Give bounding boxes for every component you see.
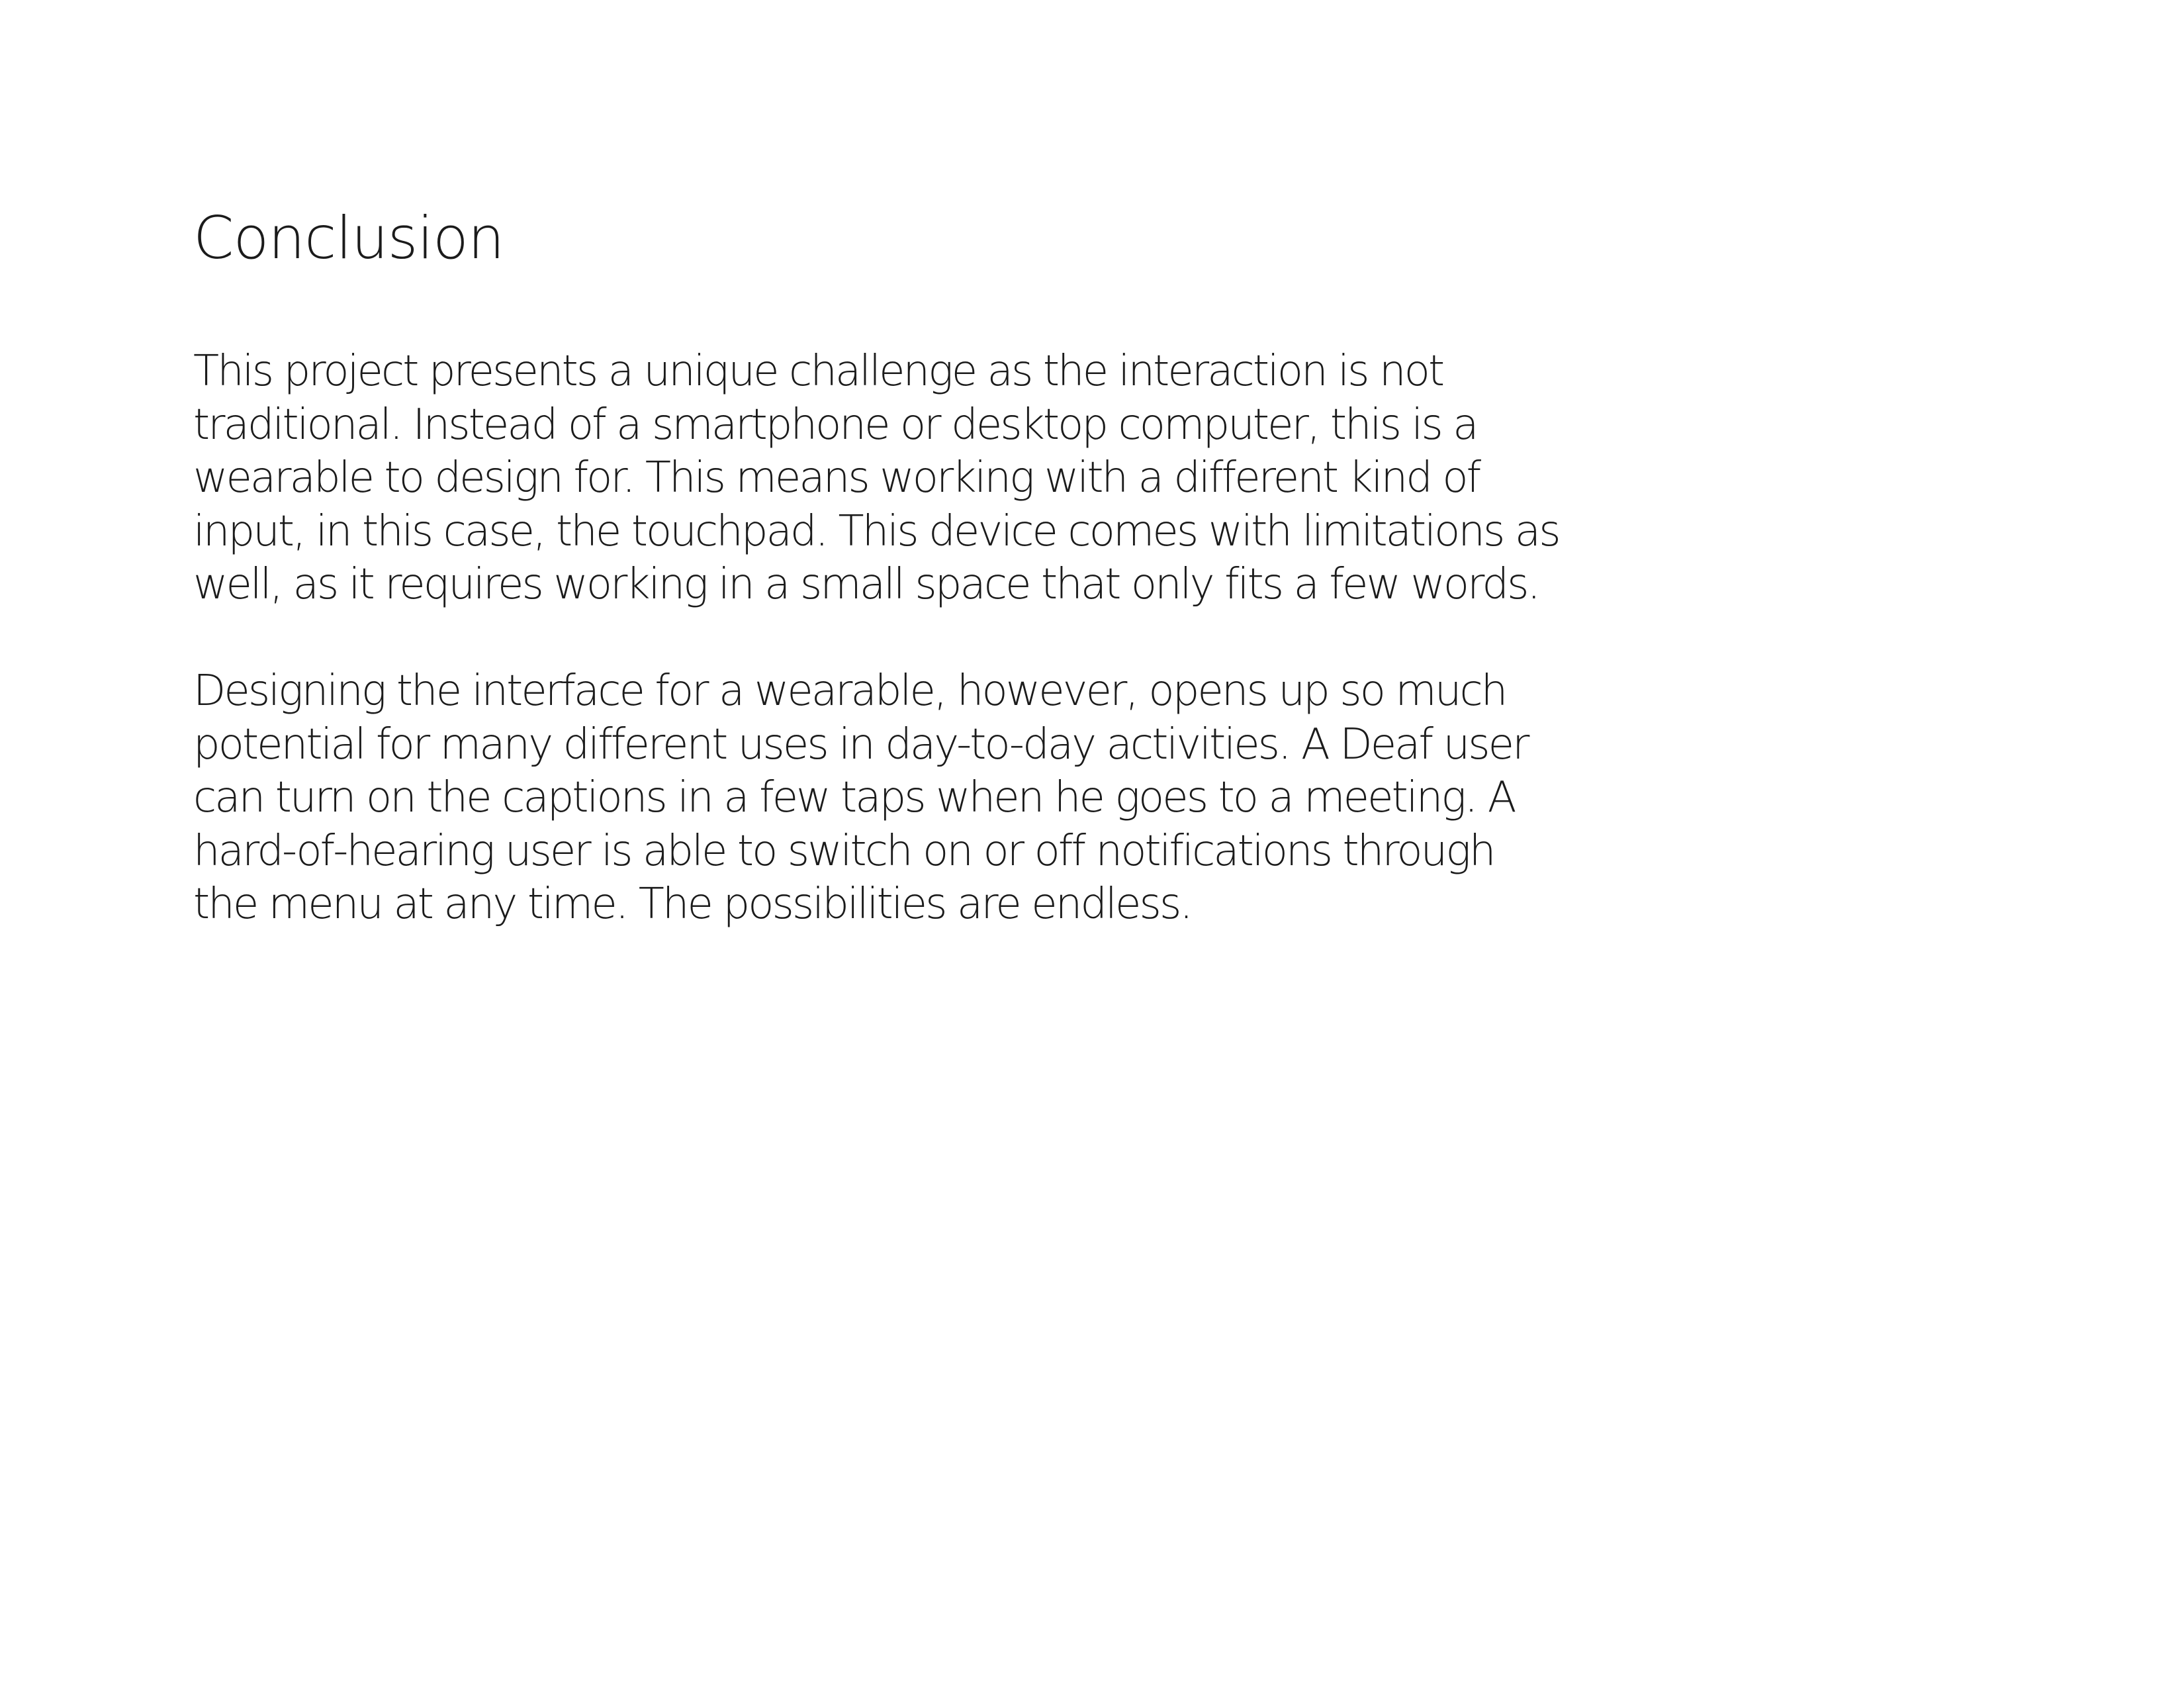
paragraph-line: hard-of-hearing user is able to switch on or off notifications through [193,826,1494,876]
paragraph-line: the menu at any time. The possibilities are endless. [193,880,1191,929]
paragraph-line: traditional. Instead of a smartphone or desktop computer, this is a [193,400,1477,449]
paragraph-line: This project presents a unique challenge as the interaction is not [193,347,1443,396]
page-title: Conclusion [193,204,504,272]
paragraph-line: wearable to design for. This means working with a different kind of [193,453,1480,502]
paragraph-line: potential for many different uses in day-to-day activities. A Deaf user [193,720,1528,769]
paragraph-line: well, as it requires working in a small space that only fits a few words. [193,560,1539,609]
paragraph-2 [193,665,1528,931]
paragraph-line: input, in this case, the touchpad. This device comes with limitations as [193,506,1559,556]
paragraph-1 [193,345,1559,612]
paragraph-line: can turn on the captions in a few taps when he goes to a meeting. A [193,773,1515,822]
paragraph-line: Designing the interface for a wearable, however, opens up so much [193,667,1506,716]
